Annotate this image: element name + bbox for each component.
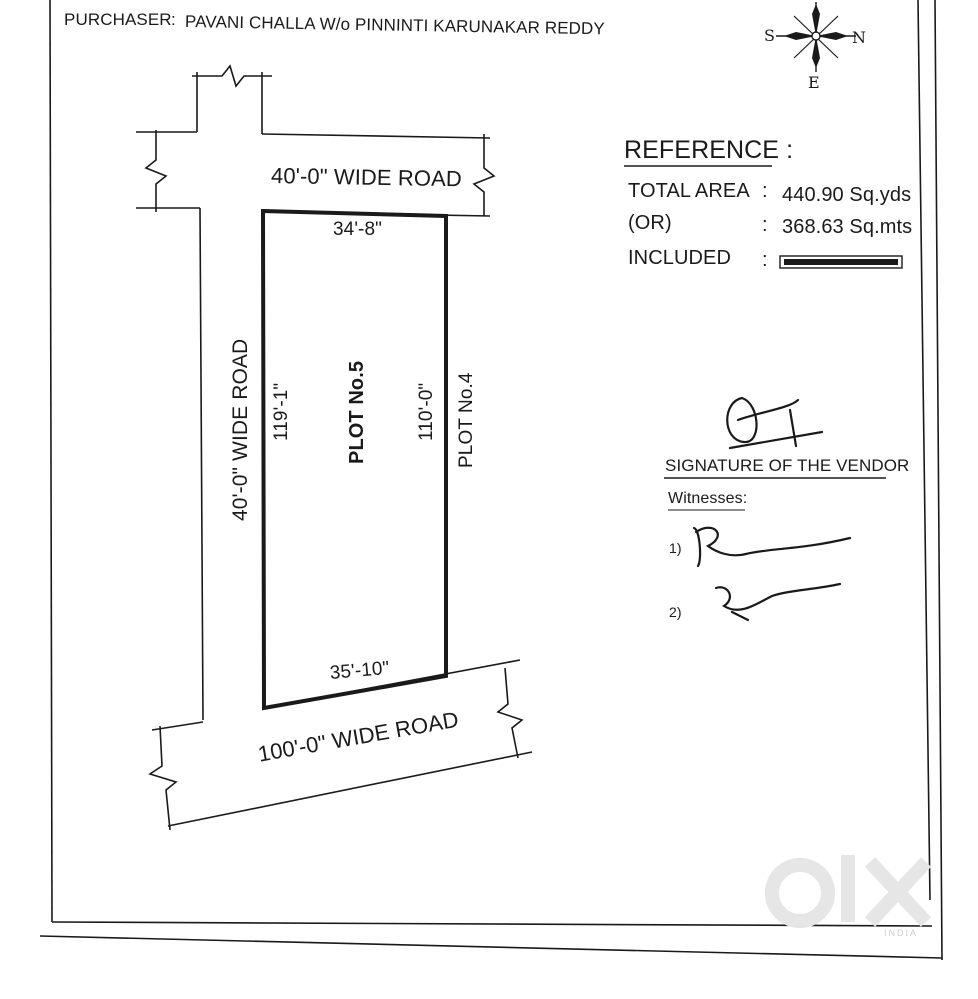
compass-south-label: S [764,26,776,45]
top-road-right-break [474,134,494,216]
reference-total-area-value: 440.90 Sq.yds [782,184,912,206]
page-border-bottom-outer [40,936,942,958]
page-border-left [50,0,52,922]
compass-rose [776,2,856,72]
top-road-left-break [146,130,166,212]
bottom-road-right-break [498,668,522,758]
bottom-road-label: 100'-0" WIDE ROAD [256,706,461,767]
purchaser-separator: : [171,10,176,29]
compass-east-label: E [808,73,820,92]
olx-watermark-sub: INDIA [884,928,919,938]
compass-north-label: N [852,28,867,47]
left-road-left-edge [200,208,203,720]
reference-or-label: (OR) [628,212,672,234]
witness-1-number: 1) [669,540,682,556]
plot-top-dimension: 34'-8" [333,219,382,240]
reference-or-value: 368.63 Sq.mts [782,216,913,238]
plot-right-dimension: 110'-0" [416,382,437,441]
olx-watermark-logo [772,855,926,922]
signature-strokes [694,398,850,620]
page-border-right [918,0,930,900]
top-road-upper-edge [136,132,490,138]
plot-name: PLOT No.5 [346,360,368,464]
reference-total-area-label: TOTAL AREA [628,180,750,202]
road-stub-break [192,66,272,86]
left-road-label: 40'-0" WIDE ROAD [229,338,252,521]
neighbor-plot-label: PLOT No.4 [456,372,477,468]
top-road-label: 40'-0" WIDE ROAD [270,163,463,192]
bottom-road-lower-edge [168,752,532,826]
reference-title: REFERENCE : [624,136,794,164]
reference-included-label: INCLUDED [628,247,732,269]
vendor-signature-label: SIGNATURE OF THE VENDOR [665,456,910,475]
plot-left-dimension: 119'-1" [271,382,292,441]
reference-total-area-separator: : [762,180,768,202]
purchaser-label: PURCHASER [64,10,172,29]
purchaser-name: PAVANI CHALLA W/o PINNINTI KARUNAKAR REDDY [184,12,605,39]
reference-included-separator: : [762,249,768,271]
witnesses-label: Witnesses: [668,490,748,507]
page-border-right-outer [935,0,942,960]
plot-bottom-dimension: 35'-10" [329,657,391,684]
witness-2-number: 2) [669,604,682,620]
bottom-road-left-break [150,726,176,830]
reference-or-separator: : [762,214,768,236]
